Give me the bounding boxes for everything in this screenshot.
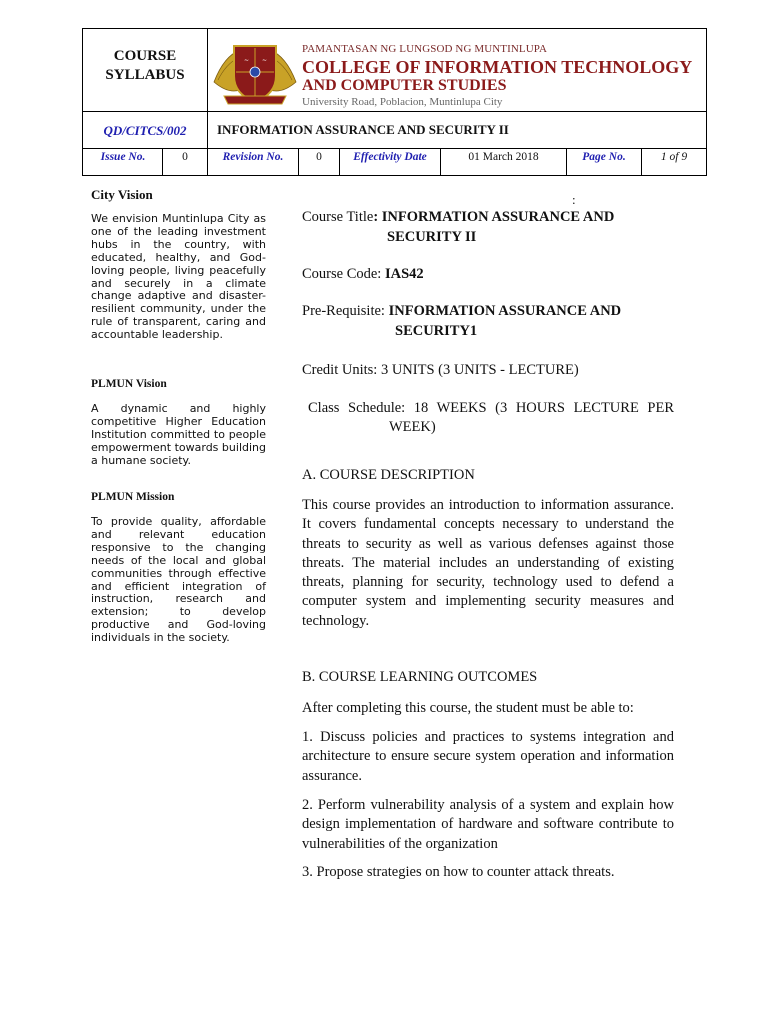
issue-value: 0 bbox=[182, 151, 188, 163]
plmun-mission-text: To provide quality, affordable and relevant education responsive to the changing needs of the local and global communities through effective and efficient integration of instruction, research and extension; to develop productive and God-loving individuals in the society. bbox=[91, 515, 266, 645]
table-col-rule-main bbox=[207, 28, 208, 149]
university-address: University Road, Poblacion, Muntinlupa City bbox=[302, 96, 503, 108]
page-value: 1 of 9 bbox=[660, 151, 688, 163]
university-name: PAMANTASAN NG LUNGSOD NG MUNTINLUPA bbox=[302, 43, 548, 55]
course-title-row bbox=[302, 209, 614, 226]
plmun-vision-text: A dynamic and highly competitive Higher Education Institution committed to people empowerment towards building a humane society. bbox=[91, 402, 266, 467]
plmun-vision-title: PLMUN Vision bbox=[91, 378, 167, 390]
prereq-row bbox=[302, 303, 621, 320]
revision-label: Revision No. bbox=[222, 151, 284, 163]
prereq-value: INFORMATION ASSURANCE AND bbox=[388, 303, 622, 319]
class-schedule-line2: WEEK) bbox=[389, 419, 436, 435]
section-a-text: This course provides an introduction to information assurance. It covers fundamental concepts necessary to understand the threats to security as well as various defenses against those threats. The material includes an understanding of existing threats, planning for security, technology used to defend a computer system and implementing security measures and technology. bbox=[302, 497, 674, 629]
class-schedule bbox=[308, 400, 674, 417]
outcome-item-3: 3. Propose strategies on how to counter attack threats. bbox=[302, 864, 615, 880]
table-rule-1 bbox=[82, 111, 707, 112]
class-schedule-line1: Class Schedule: 18 WEEKS (3 HOURS LECTURE PER bbox=[308, 400, 674, 416]
course-syllabus-line1: COURSE bbox=[113, 48, 177, 64]
page-label: Page No. bbox=[582, 151, 626, 163]
university-seal-icon bbox=[210, 42, 300, 107]
city-vision-title: City Vision bbox=[91, 187, 153, 202]
course-title-value-cont: SECURITY II bbox=[387, 229, 477, 245]
credit-units: Credit Units: 3 UNITS (3 UNITS - LECTURE) bbox=[302, 362, 579, 378]
section-a-title: A. COURSE DESCRIPTION bbox=[302, 467, 475, 483]
table-rule-2 bbox=[82, 148, 707, 149]
course-code-row bbox=[302, 266, 424, 283]
revision-value: 0 bbox=[316, 151, 322, 163]
effectivity-value: 01 March 2018 bbox=[468, 151, 539, 163]
course-title-value: : INFORMATION ASSURANCE AND bbox=[373, 209, 615, 225]
document-code: QD/CITCS/002 bbox=[103, 123, 187, 138]
prereq-label: Pre-Requisite: bbox=[302, 303, 389, 319]
table-border-right bbox=[706, 28, 707, 176]
plmun-mission-title: PLMUN Mission bbox=[91, 491, 175, 503]
stray-colon: : bbox=[572, 192, 576, 207]
course-code-value: IAS42 bbox=[384, 266, 424, 282]
section-b-title: B. COURSE LEARNING OUTCOMES bbox=[302, 669, 538, 685]
section-b-intro: After completing this course, the student must be able to: bbox=[302, 700, 634, 716]
svg-text:~: ~ bbox=[262, 57, 268, 64]
college-name-line2: AND COMPUTER STUDIES bbox=[302, 77, 507, 94]
city-vision-text: We envision Muntinlupa City as one of the leading investment hubs in the country, with educated, healthy, and God-loving people, living peacefully and securely in a climate change adaptive and disaster-resilient community, under the rule of transparent, caring and accountable leadership. bbox=[91, 212, 266, 342]
outcome-item-2: 2. Perform vulnerability analysis of a system and explain how design implementation of hardware and software contribute to vulnerabilities of the organization bbox=[302, 797, 674, 852]
course-title-label: Course Title bbox=[302, 209, 374, 225]
document-title: INFORMATION ASSURANCE AND SECURITY II bbox=[217, 122, 509, 137]
prereq-value-cont: SECURITY1 bbox=[395, 323, 478, 339]
table-border-bottom bbox=[82, 175, 707, 176]
issue-label: Issue No. bbox=[100, 151, 146, 163]
outcome-item-1: 1. Discuss policies and practices to systems integration and architecture to ensure secure system operation and information assurance. bbox=[302, 729, 674, 784]
course-code-label: Course Code: bbox=[302, 266, 385, 282]
college-name-line1: COLLEGE OF INFORMATION TECHNOLOGY bbox=[302, 57, 693, 77]
course-syllabus-label bbox=[83, 47, 207, 85]
course-syllabus-line2: SYLLABUS bbox=[105, 67, 185, 83]
table-border-top bbox=[82, 28, 707, 29]
svg-text:~: ~ bbox=[244, 57, 250, 64]
effectivity-label: Effectivity Date bbox=[353, 151, 427, 163]
